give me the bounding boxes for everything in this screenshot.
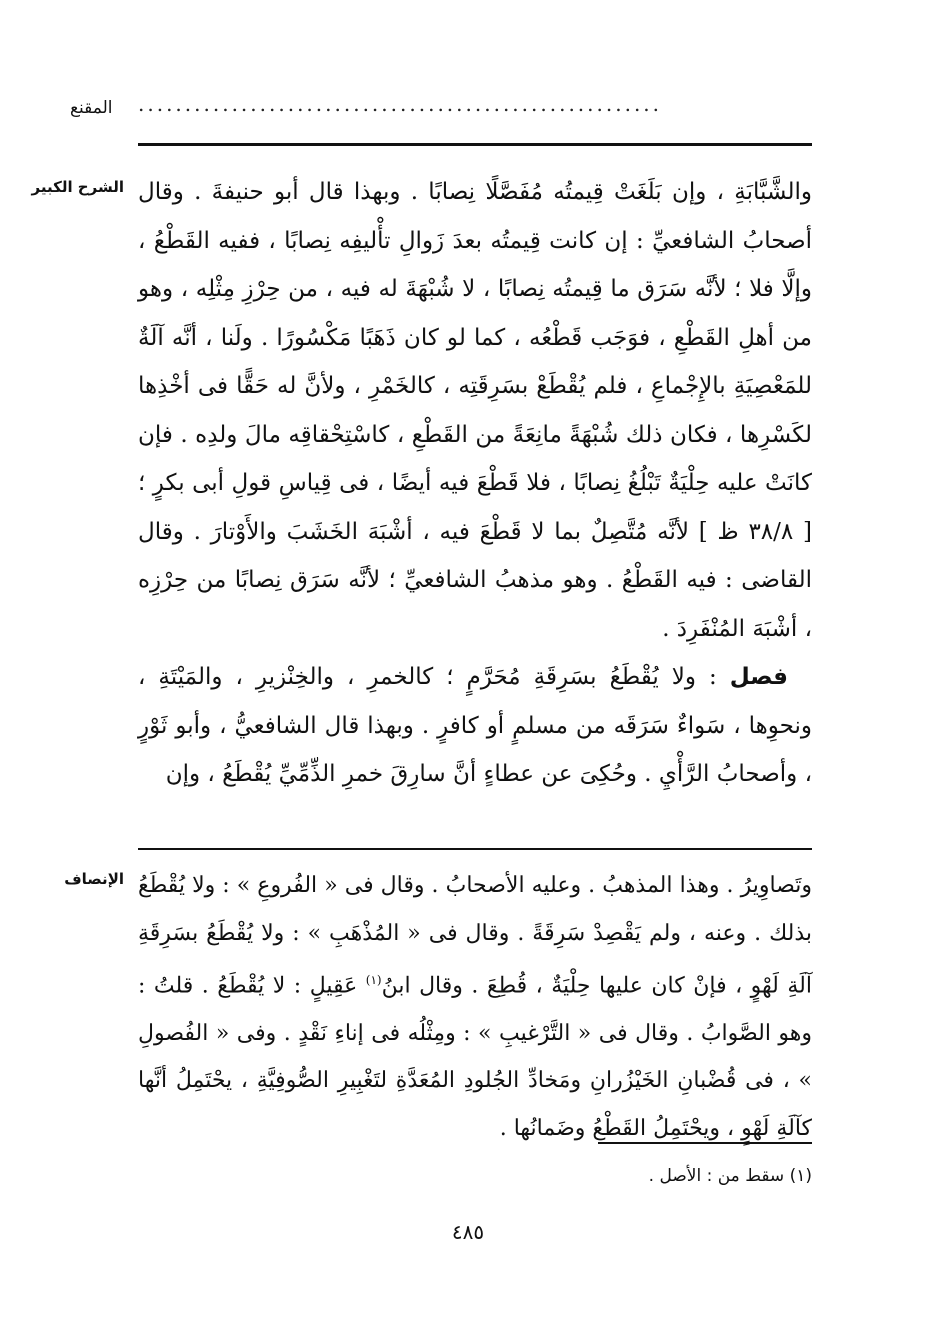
footnote-rule (598, 1142, 812, 1144)
main-paragraph-2-text: : ولا يُقْطَعُ بسَرِقَةِ مُحَرَّمٍ ؛ كالخمرِ ، والخِنْزيرِ ، والمَيْتَةِ ، ونحوِها ، سَواءٌ سَرَقَه من مسلمٍ أو كافرٍ . وبهذا قال الشافعيُّ ، وأبو ثَوْرٍ ، وأصحابُ الرَّأْيِ . وحُكِىَ عن عطاءٍ أنَّ سارِقَ خمرِ الذِّمِّيِّ يُقْطَعُ ، وإن (138, 664, 812, 787)
insaf-text (138, 862, 812, 1152)
footnote: (١) سقط من : الأصل . (648, 1166, 812, 1186)
running-title: المقنع (70, 98, 113, 118)
margin-label-sharh: الشرح الكبير (31, 178, 124, 196)
section-divider (138, 848, 812, 850)
main-paragraph-1: والشَّبَّابَةِ ، وإن بَلَغَتْ قِيمتُه مُفَصَّلًا نِصابًا . وبهذا قال أبو حنيفةَ . وقال أصحابُ الشافعيِّ : إن كانت قِيمتُه بعدَ زَوالِ تأْليفِه نِصابًا ، ففيه القَطْعُ ، وإلَّا فلا ؛ لأنَّه سَرَق ما قِيمتُه نِصابًا ، لا شُبْهَةَ له فيه ، من حِرْزِ مِثْلِه ، وهو من أهلِ القَطْعِ ، فوَجَب قَطْعُه ، كما لو كان ذَهَبًا مَكْسُورًا . ولَنا ، أنَّه آلَةٌ للمَعْصِيَةِ بالإِجْماعِ ، فلم يُقْطَعْ بسَرِقَتِه ، كالخَمْرِ ، ولأنَّ له حَقًّا فى أخْذِها لكَسْرِها ، فكان ذلك شُبْهَةً مانِعَةً من القَطْعِ ، كاسْتِحْقاقِه مالَ ولدِه . فإن كانَتْ عليه حِلْيَةٌ تَبْلُغُ نِصابًا ، فلا قَطْعَ فيه أيضًا ، فى قِياسِ قولِ أبى بكرٍ ؛ [ ٣٨/٨ ظ ] لأنَّه مُتَّصِلٌ بما لا قَطْعَ فيه ، أشْبَهَ الخَشَبَ والأَوْتارَ . وقال القاضى : فيه القَطْعُ . وهو مذهبُ الشافعيِّ ؛ لأنَّه سَرَق نِصابًا من حِرْزِه ، أشْبَهَ المُنْفَرِدَ . (138, 179, 812, 642)
main-paragraph-2 (138, 653, 812, 799)
margin-label-insaf: الإنصاف (64, 870, 124, 888)
insaf-paragraph (138, 862, 812, 1152)
insaf-text-part-a: وتَصاوِيرُ . وهذا المذهبُ . وعليه الأصحابُ . وقال فى « الفُروعِ » : ولا يُقْطَعُ بذلك . وعنه ، ولم يَقْصِدْ سَرِقَةً . وقال فى « المُذْهَبِ » : ولا يُقْطَعُ بسَرِقَةِ آلَةِ لَهْوٍ ، فإنْ كان عليها حِلْيَةٌ ، قُطِعَ . وقال ابنُ (138, 873, 812, 999)
header-dot-leader: ........................................................ (138, 92, 663, 116)
section-heading: فصل (729, 664, 788, 690)
page-number: ٤٨٥ (451, 1220, 485, 1244)
header-rule (138, 143, 812, 146)
main-commentary (138, 168, 812, 799)
insaf-text-part-b: عَقِيلٍ : لا يُقْطَعُ . قلتُ : وهو الصَّوابُ . وقال فى « التَّرْغيبِ » : ومِثْلُه فى إناءِ نَقْدٍ . وفى « الفُصولِ » ، فى قُضْبانِ الخَيْزُرانِ ومَخادِّ الجُلودِ المُعَدَّةِ لتَغْبِيرِ الصُّوفِيَّةِ ، يحْتَمِلُ أنَّها كآلَةِ لَهْوٍ ، ويحْتَمِلُ القَطْعُ وضَمانُها . (138, 973, 812, 1141)
footnote-ref: (١) (365, 973, 382, 987)
